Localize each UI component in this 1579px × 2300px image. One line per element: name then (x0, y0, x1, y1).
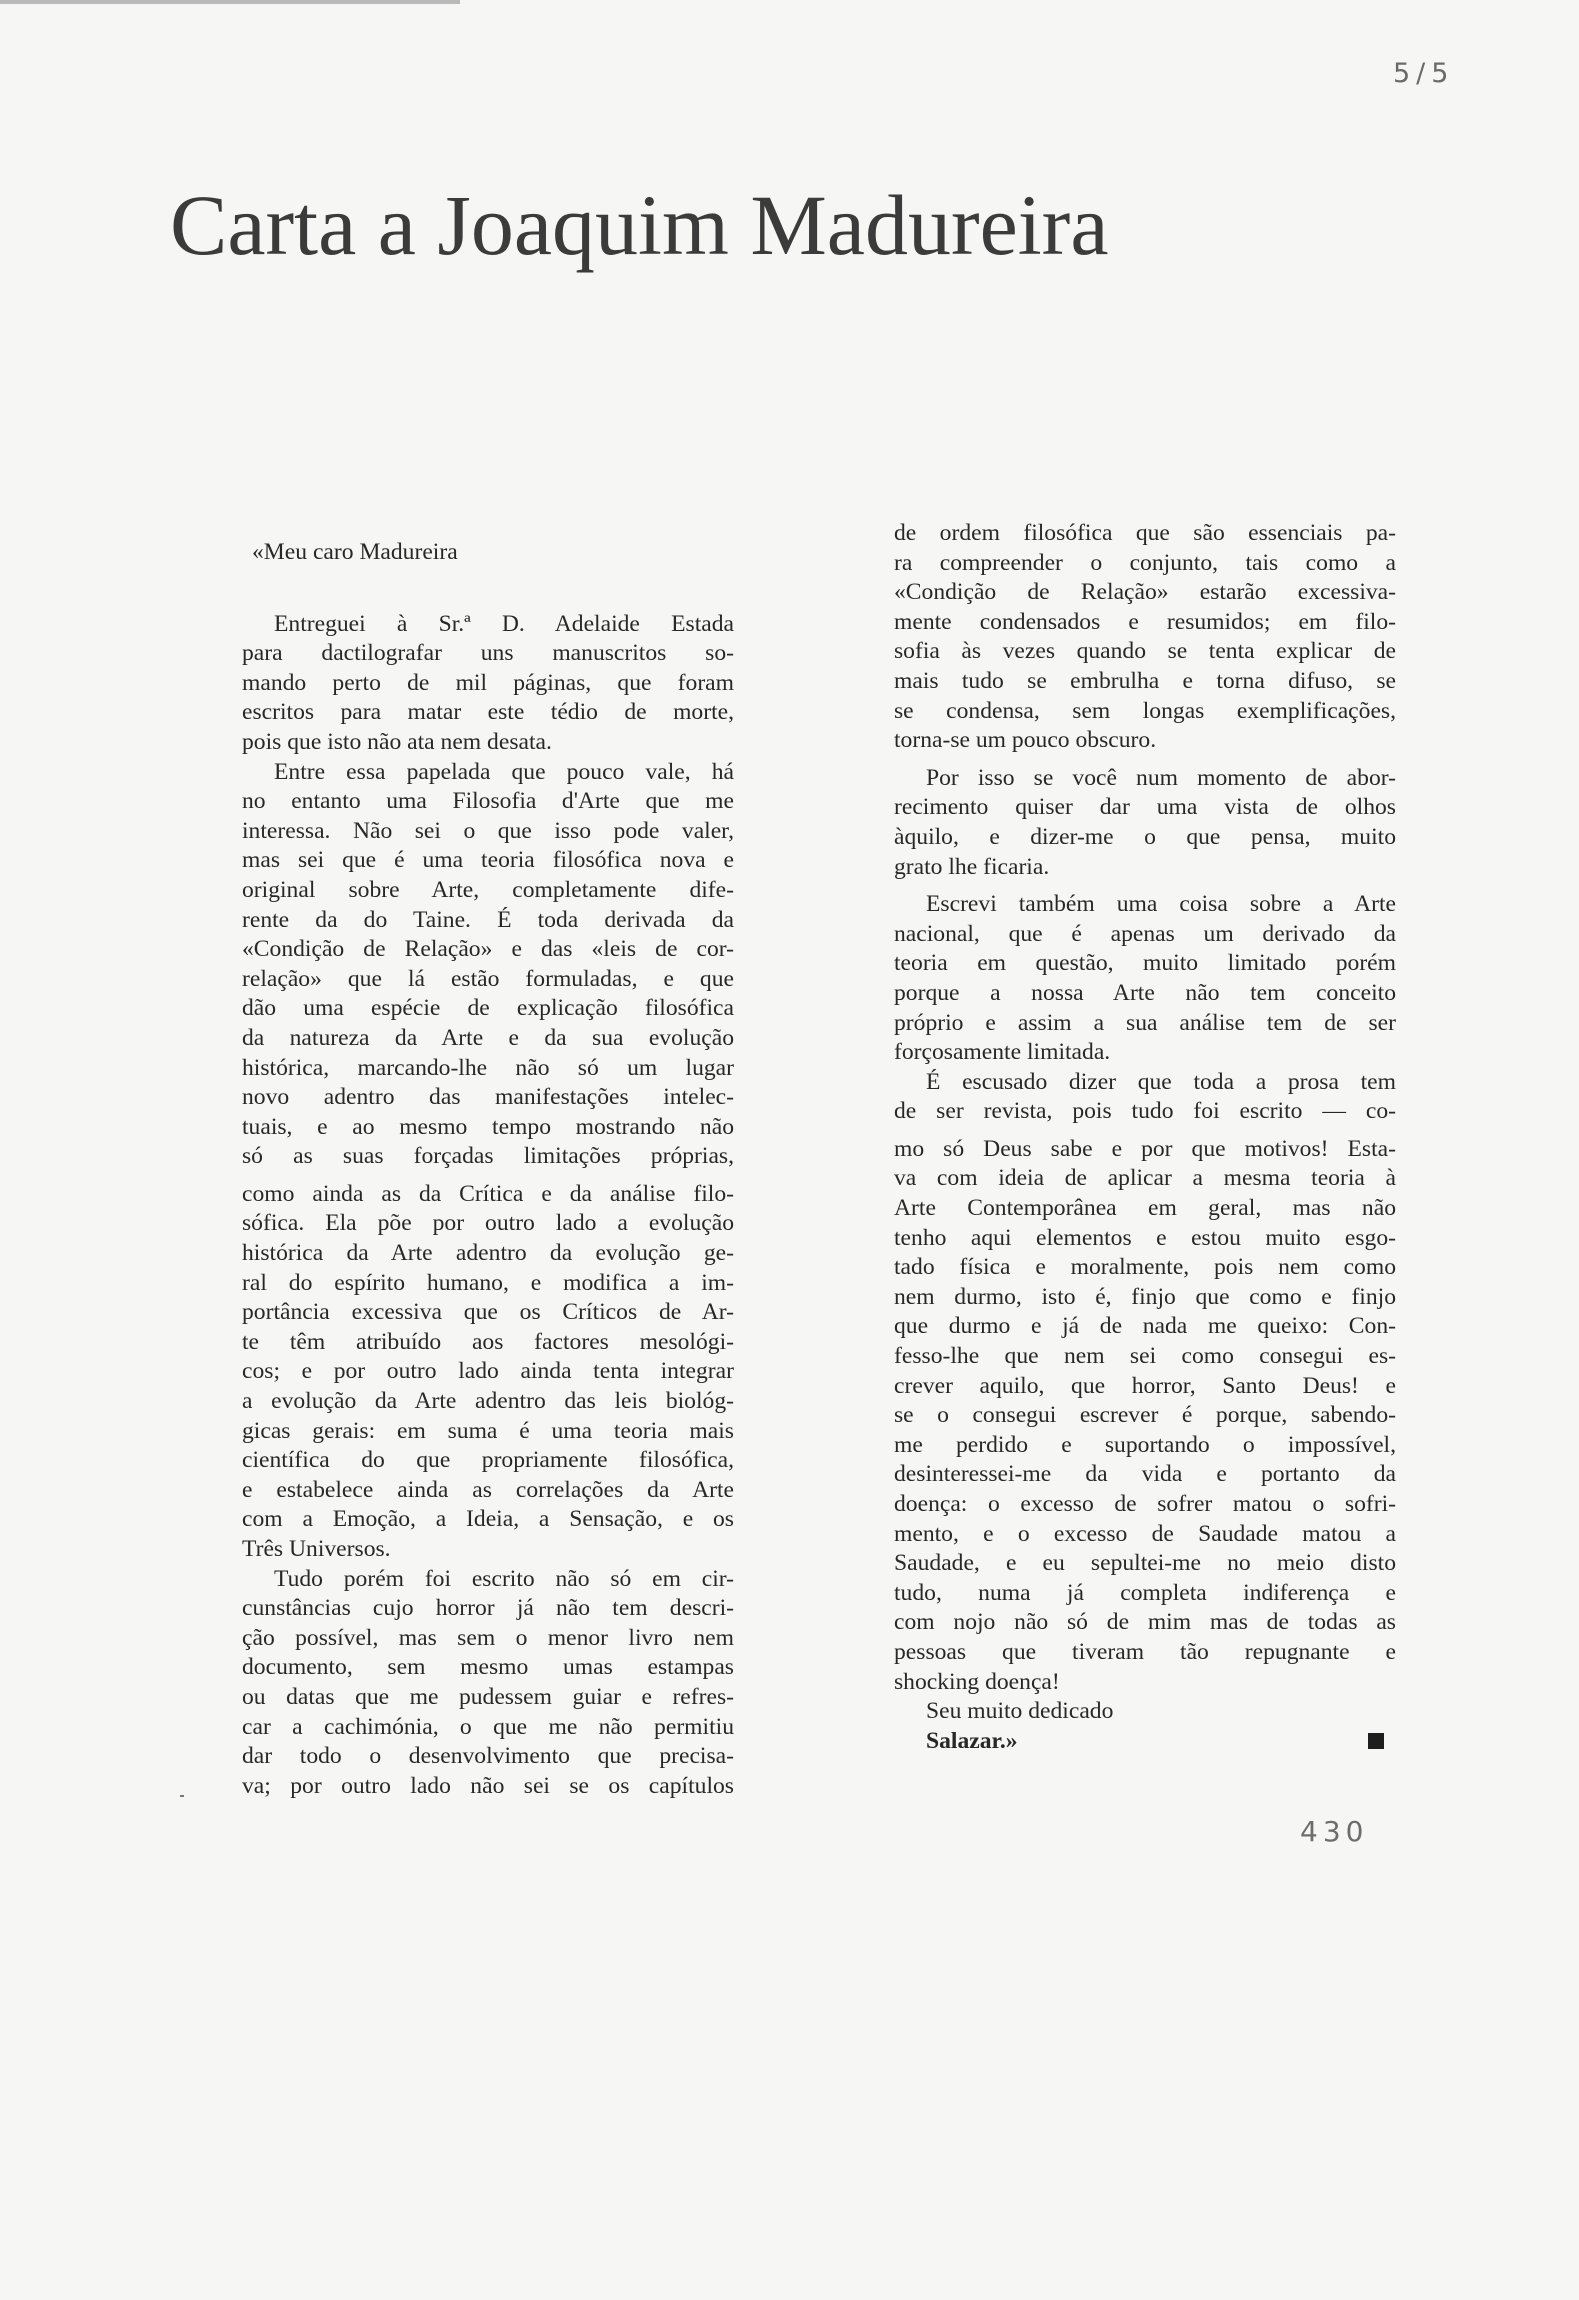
text-line: de ordem filosófica que são essenciais pa- (894, 520, 1396, 546)
text-line: nacional, que é apenas um derivado da (894, 920, 1396, 947)
text-line: Arte Contemporânea em geral, mas não (894, 1195, 1396, 1222)
text-line: gicas gerais: em suma é uma teoria mais (242, 1417, 734, 1444)
text-line: va; por outro lado não sei se os capítulos (242, 1772, 734, 1799)
text-line: te têm atribuído aos factores mesológi- (242, 1328, 734, 1355)
text-line: sófica. Ela põe por outro lado a evolução (242, 1210, 734, 1237)
text-line: com a Emoção, a Ideia, a Sensação, e os (242, 1506, 734, 1533)
text-line: pois que isto não ata nem desata. (242, 728, 552, 755)
text-line: histórica, marcando-lhe não só um lugar (242, 1054, 734, 1081)
text-line: escritos para matar este tédio de morte, (242, 699, 734, 726)
text-line: para dactilografar uns manuscritos so- (242, 640, 734, 667)
text-line: relação» que lá estão formuladas, e que (242, 965, 734, 992)
text-line: «Condição de Relação» e das «leis de cor- (242, 936, 734, 963)
text-line: teoria em questão, muito limitado porém (894, 950, 1396, 977)
text-line: doença: o excesso de sofrer matou o sofri- (894, 1491, 1396, 1517)
text-line: Entre essa papelada que pouco vale, há (274, 758, 734, 785)
page-count: 5/5 (1393, 58, 1455, 89)
text-line: dar todo o desenvolvimento que precisa- (242, 1743, 734, 1770)
text-line: mo só Deus sabe e por que motivos! Esta- (894, 1135, 1396, 1162)
text-line: interessa. Não sei o que isso pode valer, (242, 817, 734, 844)
text-line: Escrevi também uma coisa sobre a Arte (926, 891, 1396, 918)
right-column (894, 519, 1396, 1756)
text-line: documento, sem mesmo umas estampas (242, 1654, 734, 1681)
text-line: com nojo não só de mim mas de todas as (894, 1609, 1396, 1636)
text-line: ral do espírito humano, e modifica a im- (242, 1269, 734, 1296)
text-line: tudo, numa já completa indiferença e (894, 1579, 1396, 1606)
text-line: fesso-lhe que nem sei como consegui es- (894, 1343, 1396, 1370)
text-line: mando perto de mil páginas, que foram (242, 669, 734, 696)
page-number: 430 (1300, 1815, 1369, 1848)
letter-closing: Seu muito dedicado (926, 1698, 1114, 1725)
text-line: próprio e assim a sua análise tem de ser (894, 1009, 1396, 1036)
text-line: cos; e por outro lado ainda tenta integrar (242, 1358, 734, 1385)
text-line: Três Universos. (242, 1536, 391, 1562)
text-line: àquilo, e dizer-me o que pensa, muito (894, 823, 1396, 850)
text-line: histórica da Arte adentro da evolução ge- (242, 1240, 734, 1267)
text-line: torna-se um pouco obscuro. (894, 727, 1157, 754)
text-line: Tudo porém foi escrito não só em cir- (274, 1565, 734, 1592)
text-line: se condensa, sem longas exemplificações, (894, 697, 1396, 724)
text-line: dão uma espécie de explicação filosófica (242, 995, 734, 1022)
text-line: novo adentro das manifestações intelec- (242, 1084, 734, 1111)
text-line: Entreguei à Sr.ª D. Adelaide Estada (274, 610, 734, 637)
text-line: shocking doença! (894, 1668, 1060, 1695)
text-line: no entanto uma Filosofia d'Arte que me (242, 788, 734, 815)
text-line: mente condensados e resumidos; em filo- (894, 608, 1396, 635)
signature-row (894, 1727, 1396, 1757)
text-line: de ser revista, pois tudo foi escrito — co- (894, 1098, 1396, 1125)
text-line: tuais, e ao mesmo tempo mostrando não (242, 1113, 734, 1140)
text-line: forçosamente limitada. (894, 1039, 1111, 1066)
text-line: portância excessiva que os Críticos de Ar- (242, 1299, 734, 1326)
text-line: desinteressei-me da vida e portanto da (894, 1461, 1396, 1488)
text-line: grato lhe ficaria. (894, 853, 1050, 880)
text-line: sofia às vezes quando se tenta explicar de (894, 638, 1396, 665)
text-line: mas sei que é uma teoria filosófica nova e (242, 847, 734, 874)
text-line: como ainda as da Crítica e da análise filo- (242, 1180, 734, 1207)
text-line: porque a nossa Arte não tem conceito (894, 979, 1396, 1006)
text-line: va com ideia de aplicar a mesma teoria à (894, 1165, 1396, 1192)
text-line: tado física e moralmente, pois nem como (894, 1254, 1396, 1281)
text-line: se o consegui escrever é porque, sabendo- (894, 1402, 1396, 1429)
text-line: nem durmo, isto é, finjo que como e finjo (894, 1283, 1396, 1310)
text-line: ou datas que me pudessem guiar e refres- (242, 1683, 734, 1710)
text-line: original sobre Arte, completamente dife- (242, 876, 734, 903)
text-line: É escusado dizer que toda a prosa tem (926, 1068, 1396, 1095)
text-line: mento, e o excesso de Saudade matou a (894, 1520, 1396, 1547)
scan-speck (180, 1795, 184, 1797)
text-line: rente da do Taine. É toda derivada da (242, 906, 734, 933)
left-column (242, 538, 734, 1801)
text-line: mais tudo se embrulha e torna difuso, se (894, 667, 1396, 694)
text-line: científica do que propriamente filosófica, (242, 1447, 734, 1474)
text-line: tenho aqui elementos e estou muito esgo- (894, 1224, 1396, 1251)
letter-salutation: «Meu caro Madureira (252, 539, 458, 565)
scan-edge-line (0, 0, 460, 4)
text-line: e estabelece ainda as correlações da Arte (242, 1476, 734, 1503)
text-line: ra compreender o conjunto, tais como a (894, 549, 1396, 576)
text-line: a evolução da Arte adentro das leis biológ- (242, 1388, 734, 1415)
text-line: Saudade, e eu sepultei-me no meio disto (894, 1550, 1396, 1577)
text-line: recimento quiser dar uma vista de olhos (894, 794, 1396, 821)
text-line: «Condição de Relação» estarão excessiva- (894, 579, 1396, 606)
text-line: só as suas forçadas limitações próprias, (242, 1143, 734, 1170)
letter-signature: Salazar.» (926, 1727, 1018, 1754)
text-line: Por isso se você num momento de abor- (926, 764, 1396, 791)
text-line: que durmo e já de nada me queixo: Con- (894, 1313, 1396, 1340)
article-title: Carta a Joaquim Madureira (170, 177, 1109, 273)
text-line: pessoas que tiveram tão repugnante e (894, 1638, 1396, 1665)
text-line: me perdido e suportando o impossível, (894, 1431, 1396, 1458)
text-line: crever aquilo, que horror, Santo Deus! e (894, 1372, 1396, 1399)
end-of-article-square-icon (1368, 1733, 1384, 1749)
text-line: ção possível, mas sem o menor livro nem (242, 1624, 734, 1651)
text-line: cunstâncias cujo horror já não tem descri- (242, 1595, 734, 1622)
text-line: car a cachimónia, o que me não permitiu (242, 1713, 734, 1740)
text-line: da natureza da Arte e da sua evolução (242, 1024, 734, 1051)
